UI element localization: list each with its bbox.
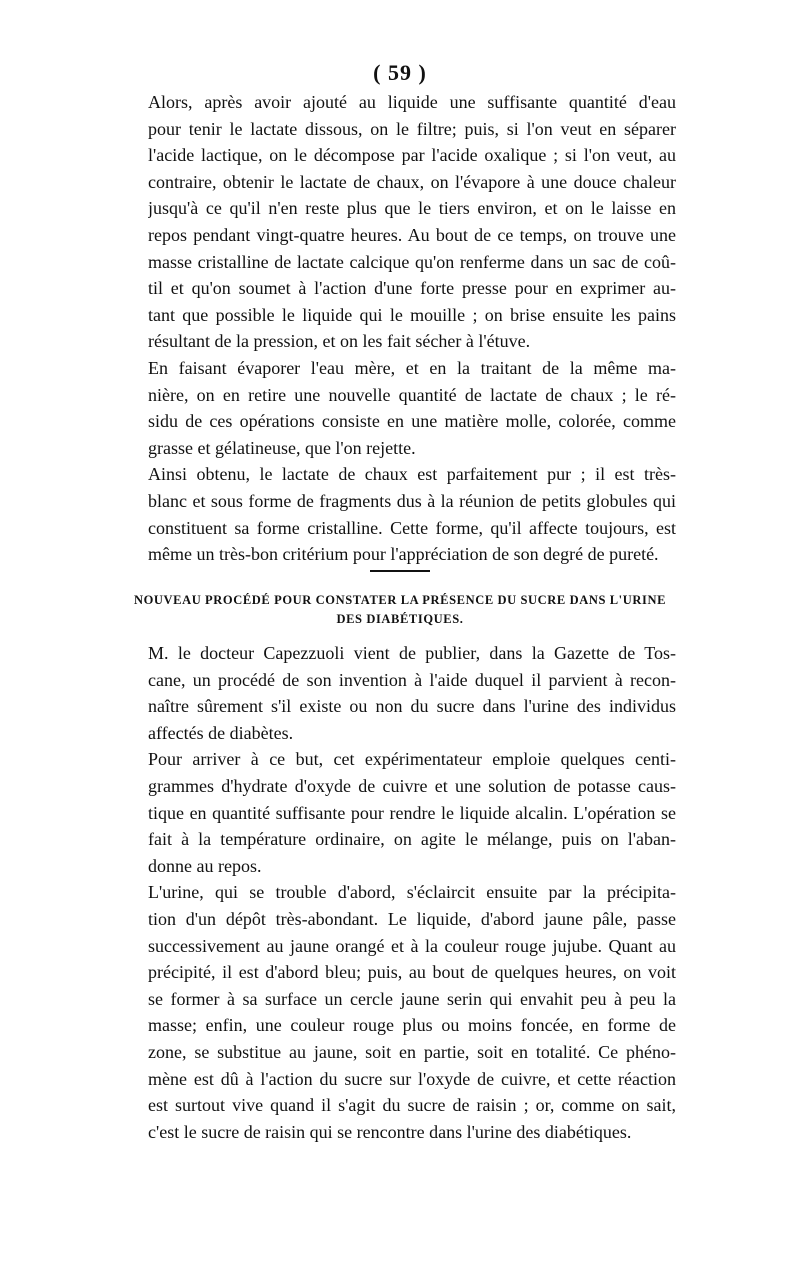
text-line: tion d'un dépôt très-abondant. Le liquide, d'abord jaune pâle, passe xyxy=(148,908,676,929)
article-heading: NOUVEAU PROCÉDÉ POUR CONSTATER LA PRÉSENCE DU SUCRE DANS L'URINE xyxy=(133,593,667,607)
text-line: Alors, après avoir ajouté au liquide une suffisante quantité d'eau xyxy=(148,92,676,112)
text-line: blanc et sous forme de fragments dus à la réunion de petits globules qui xyxy=(148,490,676,511)
text-line: til et qu'on soumet à l'action d'une forte presse pour en exprimer au- xyxy=(148,278,676,299)
text-line: grasse et gélatineuse, que l'on rejette. xyxy=(148,437,416,458)
text-line: cane, un procédé de son invention à l'aide duquel il parvient à recon- xyxy=(148,669,676,690)
text-line: précipité, il est d'abord bleu; puis, au bout de quelques heures, on voit xyxy=(148,962,676,983)
text-line: M. le docteur Capezzuoli vient de publier, dans la Gazette de Tos- xyxy=(148,643,676,663)
text-line: repos pendant vingt-quatre heures. Au bout de ce temps, on trouve une xyxy=(148,224,676,245)
text-line: tant que possible le liquide qui le mouille ; on brise ensuite les pains xyxy=(148,304,676,325)
text-line: contraire, obtenir le lactate de chaux, on l'évapore à une douce chaleur xyxy=(148,171,676,192)
text-line: pour tenir le lactate dissous, on le filtre; puis, si l'on veut en séparer xyxy=(148,118,676,139)
text-line: résultant de la pression, et on les fait sécher à l'étuve. xyxy=(148,331,531,352)
text-line: masse; enfin, une couleur rouge plus ou moins foncée, en forme de xyxy=(148,1015,676,1036)
text-line: tique en quantité suffisante pour rendre le liquide alcalin. L'opération se xyxy=(148,802,676,823)
section-divider xyxy=(370,570,430,572)
text-line: même un très-bon critérium pour l'appréciation de son degré de pureté. xyxy=(148,544,659,565)
text-line: Ainsi obtenu, le lactate de chaux est parfaitement pur ; il est très- xyxy=(148,464,676,485)
text-line: grammes d'hydrate d'oxyde de cuivre et une solution de potasse caus- xyxy=(148,775,676,796)
text-line: donne au repos. xyxy=(148,855,262,876)
text-line: zone, se substitue au jaune, soit en partie, soit en totalité. Ce phéno- xyxy=(148,1041,676,1062)
text-line: sidu de ces opérations consiste en une matière molle, colorée, comme xyxy=(148,411,676,432)
text-line: En faisant évaporer l'eau mère, et en la traitant de la même ma- xyxy=(148,357,676,378)
text-line: masse cristalline de lactate calcique qu'on renferme dans un sac de coû- xyxy=(148,251,676,272)
text-line: nière, on en retire une nouvelle quantité de lactate de chaux ; le ré- xyxy=(148,384,676,405)
text-line: se former à sa surface un cercle jaune serin qui envahit peu à peu la xyxy=(148,988,676,1009)
text-line: Pour arriver à ce but, cet expérimentateur emploie quelques centi- xyxy=(148,749,676,770)
text-line: successivement au jaune orangé et à la couleur rouge jujube. Quant au xyxy=(148,935,676,956)
text-line: l'acide lactique, on le décompose par l'acide oxalique ; si l'on veut, au xyxy=(148,145,676,166)
page-number: ( 59 ) xyxy=(373,60,427,85)
text-line: est surtout vive quand il s'agit du sucre de raisin ; or, comme on sait, xyxy=(148,1095,676,1116)
text-line: affectés de diabètes. xyxy=(148,722,294,743)
section-urine-text xyxy=(148,640,676,1145)
text-line: L'urine, qui se trouble d'abord, s'éclaircit ensuite par la précipita- xyxy=(148,882,676,903)
text-line: constituent sa forme cristalline. Cette forme, qu'il affecte toujours, est xyxy=(148,517,676,538)
article-heading-continued: DES DIABÉTIQUES. xyxy=(336,612,464,626)
text-line: jusqu'à ce qu'il n'en reste plus que le tiers environ, et on le laisse en xyxy=(148,198,676,219)
text-line: fait à la température ordinaire, on agite le mélange, puis on l'aban- xyxy=(148,829,676,850)
text-line: c'est le sucre de raisin qui se rencontre dans l'urine des diabétiques. xyxy=(148,1121,632,1142)
text-line: mène est dû à l'action du sucre sur l'oxyde de cuivre, et cette réaction xyxy=(148,1068,676,1089)
section-lactate-text xyxy=(148,89,676,568)
text-line: naître sûrement s'il existe ou non du sucre dans l'urine des individus xyxy=(148,696,676,717)
